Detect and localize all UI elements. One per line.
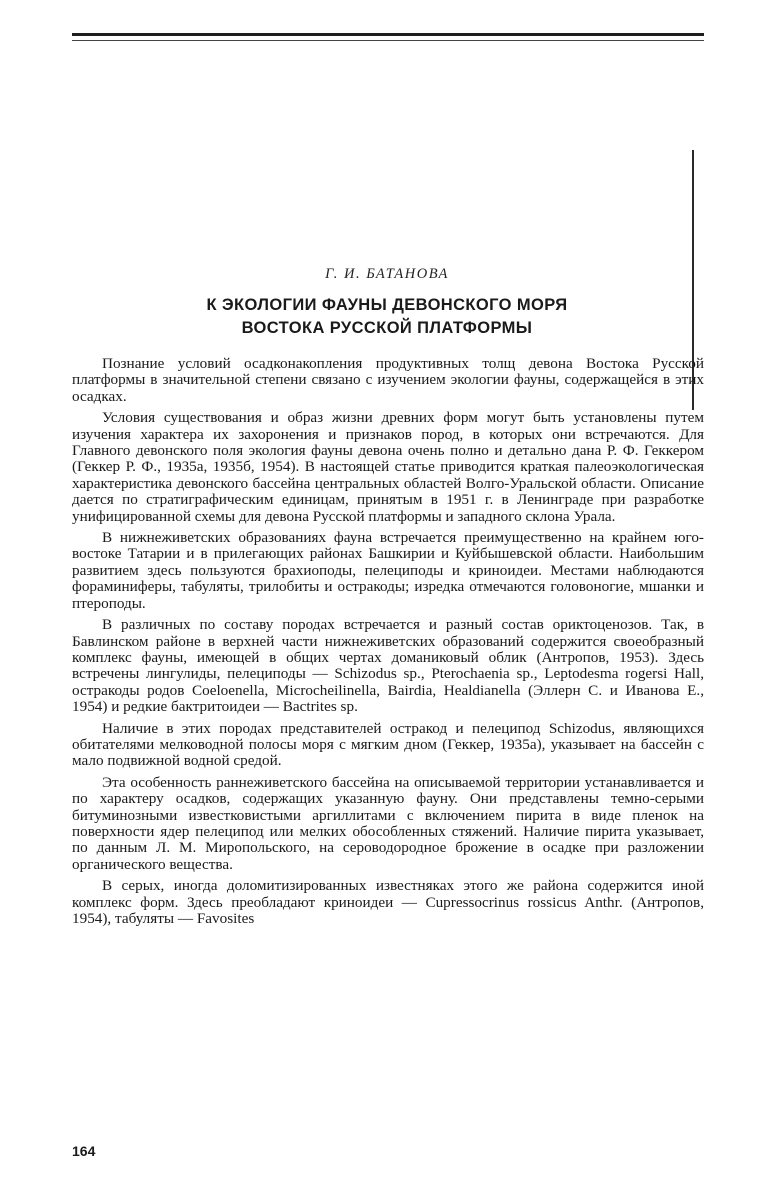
header-rule-thick <box>72 33 704 36</box>
body-text <box>72 356 704 932</box>
author-name: Г. И. БАТАНОВА <box>325 266 449 282</box>
paragraph-1: Познание условий осадконакопления продуктивных толщ девона Востока Русской платформы в значительной степени связано с изучением экологии фауны, содержащейся в этих осадках. <box>72 355 704 405</box>
title-line-1: К ЭКОЛОГИИ ФАУНЫ ДЕВОНСКОГО МОРЯ <box>206 296 568 314</box>
paragraph-6: Эта особенность раннеживетского бассейна на описываемой территории устанавливается и по характеру осадков, содержащих указанную фауну. Они представлены темно-серыми битуминозными известковистыми аргиллитами с включением пирита в виде пленок на поверхности ядер пелеципод или мелких обособленных стяжений. Наличие пирита указывает, по данным Л. М. Миропольского, на сероводородное брожение в осадке при разложении органического вещества. <box>72 773 704 873</box>
page-number: 164 <box>72 1143 96 1159</box>
paragraph-4: В различных по составу породах встречается и разный состав ориктоценозов. Так, в Бавлинском районе в верхней части нижнеживетских образований содержится своеобразный комплекс фауны, имеющей в общих чертах доманиковый облик (Антропов, 1953). Здесь встречены лингулиды, пелециподы — Schizodus sp., Pterochaenia sp., Leptodesma rogersi Hall, остракоды родов Coeloenella, Microcheilinella, Bairdia, Healdianella (Эллерн С. и Иванова Е., 1954) и редкие бактритоидеи — Bactrites sp. <box>72 616 704 716</box>
paragraph-5: Наличие в этих породах представителей остракод и пелеципод Schizodus, являющихся обитателями мелководной полосы моря с мягким дном (Геккер, 1935а), указывает на бассейн с мало подвижной водной средой. <box>72 719 704 770</box>
header-rule-thin <box>72 40 704 41</box>
paragraph-7: В серых, иногда доломитизированных известняках этого же района содержится иной комплекс форм. Здесь преобладают криноидеи — Cupressocrinus rossicus Anthr. (Антропов, 1954), табуляты — Favosites <box>72 877 704 927</box>
title-line-2: ВОСТОКА РУССКОЙ ПЛАТФОРМЫ <box>241 319 533 337</box>
article-title <box>0 294 774 340</box>
paragraph-3: В нижнеживетских образованиях фауна встречается преимущественно на крайнем юго-востоке Татарии и в прилегающих районах Башкирии и Куйбышевской области. Наибольшим развитием здесь пользуются брахиоподы, пелециподы и криноидеи. Местами наблюдаются фораминиферы, табуляты, трилобиты и остракоды; изредка отмечаются головоногие, мшанки и птероподы. <box>72 529 704 612</box>
paragraph-2: Условия существования и образ жизни древних форм могут быть установлены путем изучения характера их захоронения и признаков пород, в которых они встречаются. Для Главного девонского поля экология фауны девона очень полно и детально дана Р. Ф. Геккером (Геккер Р. Ф., 1935а, 1935б, 1954). В настоящей статье приводится краткая палеоэкологическая характеристика девонского бассейна центральных областей Волго-Уральской области. Описание дается по стратиграфическим единицам, принятым в 1951 г. в Ленинграде при разработке унифицированной схемы для девона Русской платформы и западного склона Урала. <box>72 409 704 525</box>
